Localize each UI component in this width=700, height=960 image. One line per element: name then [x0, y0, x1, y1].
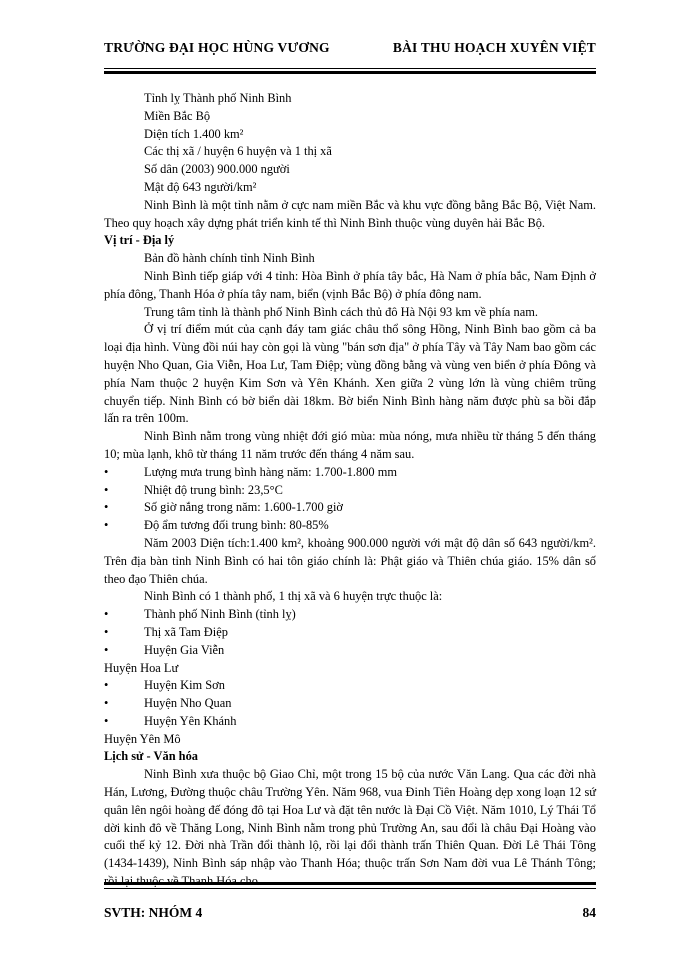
bullet-icon: •	[104, 464, 109, 479]
unit-plain-item: Huyện Hoa Lư	[104, 660, 179, 675]
unit-item	[104, 677, 596, 695]
fact-capital: Tỉnh lỵ Thành phố Ninh Bình	[144, 91, 292, 105]
climate-item-text: Số giờ nắng trong năm: 1.600-1.700 giờ	[144, 500, 343, 515]
page-number: 84	[582, 905, 596, 920]
paragraph-population: Năm 2003 Diện tích:1.400 km², khoảng 900.000 người với mật độ dân số 643 người/km². Trên địa bàn tỉnh Ninh Bình có hai tôn giáo chính là: Phật giáo và Thiên chúa giáo. 15% dân số theo đạo Thiên chúa.	[104, 535, 596, 586]
unit-item-text: Huyện Nho Quan	[144, 696, 232, 711]
document-body	[104, 90, 596, 891]
unit-item	[104, 695, 596, 713]
fact-districts: Các thị xã / huyện 6 huyện và 1 thị xã	[144, 144, 332, 159]
section-heading-history: Lịch sử - Văn hóa	[104, 749, 198, 764]
bullet-icon: •	[104, 642, 109, 657]
climate-item-text: Nhiệt độ trung bình: 23,5°C	[144, 482, 283, 497]
climate-item	[104, 499, 596, 517]
unit-item-text: Huyện Yên Khánh	[144, 713, 237, 728]
header-rule-thin	[104, 68, 596, 69]
page-footer	[104, 905, 596, 921]
header-school: TRƯỜNG ĐẠI HỌC HÙNG VƯƠNG	[104, 40, 330, 55]
fact-population: Số dân (2003) 900.000 người	[144, 162, 290, 177]
fact-density: Mật độ 643 người/km²	[144, 179, 257, 194]
paragraph-borders: Ninh Bình tiếp giáp với 4 tỉnh: Hòa Bình ở phía tây bắc, Hà Nam ở phía bắc, Nam Định ở phía đông, Thanh Hóa ở phía tây nam, biển (vịnh Bắc Bộ) ở phía đông nam.	[104, 268, 596, 301]
footer-rule-thin	[104, 888, 596, 889]
paragraph-units: Ninh Bình có 1 thành phố, 1 thị xã và 6 huyện trực thuộc là:	[144, 589, 443, 604]
paragraph-terrain: Ở vị trí điểm mút của cạnh đáy tam giác châu thổ sông Hồng, Ninh Bình bao gồm cả ba loại địa hình. Vùng đồi núi hay còn gọi là vùng "bán sơn địa" ở phía Tây và Tây Nam bao gồm các huyện Nho Quan, Gia Viễn, Hoa Lư, Tam Điệp; vùng đồng bằng và vùng ven biển ở phía Đông và phía Nam thuộc 2 huyện Kim Sơn và Yên Khánh. Xen giữa 2 vùng lớn là vùng chiêm trũng chuyển tiếp. Ninh Bình có bờ biển dài 18km. Bờ biển Ninh Bình hàng năm được phù sa bồi đắp lấn ra trên 100m.	[104, 322, 596, 426]
bullet-icon: •	[104, 696, 109, 711]
bullet-icon: •	[104, 713, 109, 728]
climate-item-text: Lượng mưa trung bình hàng năm: 1.700-1.800 mm	[144, 464, 397, 479]
footer-rule-thick	[104, 882, 596, 885]
bullet-icon: •	[104, 518, 109, 533]
unit-item	[104, 642, 596, 660]
unit-item-text: Thành phố Ninh Bình (tỉnh lỵ)	[144, 607, 296, 622]
paragraph-history: Ninh Bình xưa thuộc bộ Giao Chỉ, một trong 15 bộ của nước Văn Lang. Qua các đời nhà Hán, Lương, Đường thuộc châu Trường Yên. Năm 968, vua Đinh Tiên Hoàng dẹp xong loạn 12 sứ quân lên ngôi hoàng đế đóng đô tại Hoa Lư và đặt tên nước là Đại Cồ Việt. Năm 1010, Lý Thái Tổ dời kinh đô về Thăng Long, Ninh Bình nằm trong phủ Trường An, sau đổi là châu Đại Hoàng vào cuối thế kỷ 12. Đời nhà Trần đổi thành lộ, rồi lại đổi thành trấn Thiên Quan. Đời Lê Thái Tông (1434-1439), Ninh Bình sáp nhập vào Thanh Hóa; thuộc trấn Sơn Nam đời vua Lê Thánh Tông;	[104, 767, 596, 871]
unit-item-text: Huyện Kim Sơn	[144, 678, 225, 693]
paragraph-climate: Ninh Bình nằm trong vùng nhiệt đới gió mùa: mùa nóng, mưa nhiều từ tháng 5 đến tháng 10; mùa lạnh, khô từ tháng 11 năm trước đến tháng 4 năm sau.	[104, 429, 596, 461]
climate-item	[104, 517, 596, 535]
bullet-icon: •	[104, 500, 109, 515]
fact-region: Miền Bắc Bộ	[144, 108, 211, 123]
unit-item	[104, 624, 596, 642]
paragraph-center: Trung tâm tỉnh là thành phố Ninh Bình cách thủ đô Hà Nội 93 km về phía nam.	[144, 304, 538, 319]
climate-item	[104, 464, 596, 482]
map-caption: Bản đồ hành chính tỉnh Ninh Bình	[144, 251, 315, 266]
footer-author: SVTH: NHÓM 4	[104, 905, 203, 920]
fact-area: Diện tích 1.400 km²	[144, 126, 244, 141]
bullet-icon: •	[104, 607, 109, 622]
bullet-icon: •	[104, 624, 109, 639]
page-header	[104, 40, 596, 56]
header-report-title: BÀI THU HOẠCH XUYÊN VIỆT	[392, 40, 596, 55]
unit-item-text: Huyện Gia Viễn	[144, 642, 225, 657]
bullet-icon: •	[104, 678, 109, 693]
unit-plain-item: Huyện Yên Mô	[104, 731, 181, 746]
intro-paragraph: Ninh Bình là một tỉnh nằm ở cực nam miền Bắc và khu vực đồng bằng Bắc Bộ, Việt Nam. Theo quy hoạch xây dựng phát triển kinh tế thì Ninh Bình thuộc vùng duyên hải Bắc Bộ.	[104, 197, 596, 230]
unit-item	[104, 606, 596, 624]
header-rule-thick	[104, 71, 596, 74]
bullet-icon: •	[104, 482, 109, 497]
unit-item-text: Thị xã Tam Điệp	[144, 624, 228, 639]
section-heading-location: Vị trí - Địa lý	[104, 233, 175, 248]
climate-item-text: Độ ẩm tương đối trung bình: 80-85%	[144, 518, 329, 533]
unit-item	[104, 713, 596, 731]
climate-item	[104, 482, 596, 500]
